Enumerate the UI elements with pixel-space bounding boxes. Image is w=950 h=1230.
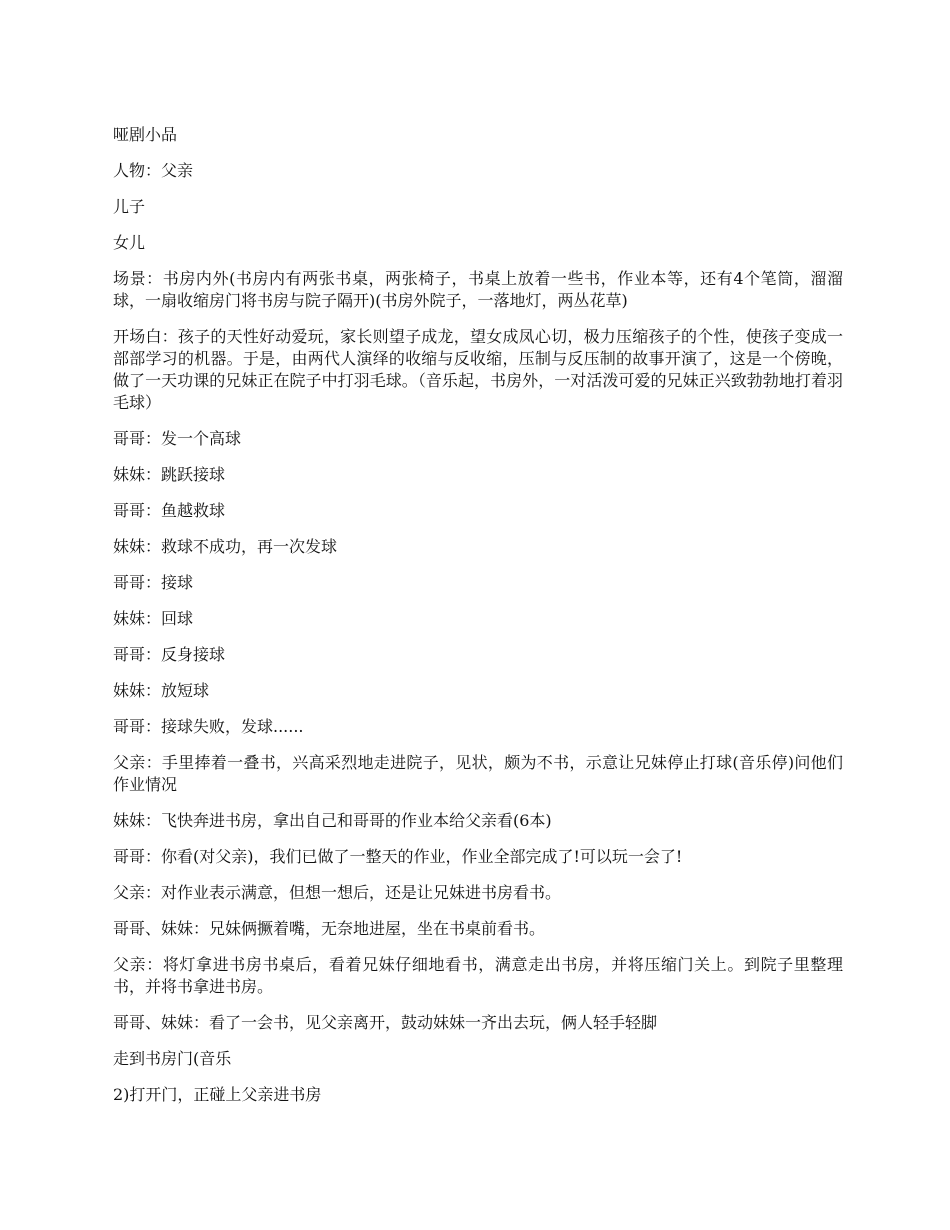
script-line: 哥哥、妹妹：看了一会书，见父亲离开，鼓动妹妹一齐出去玩，俩人轻手轻脚	[113, 1013, 658, 1032]
document-body	[113, 124, 843, 1120]
script-line: 哥哥：鱼越救球	[113, 501, 226, 520]
document-title: 哑剧小品	[113, 125, 178, 144]
character-list-line: 儿子	[113, 197, 146, 216]
script-line: 哥哥：接球	[113, 573, 194, 592]
script-line: 走到书房门(音乐	[113, 1049, 232, 1068]
script-line: 妹妹：回球	[113, 609, 194, 628]
script-line: 哥哥、妹妹：兄妹俩撅着嘴，无奈地进屋，坐在书桌前看书。	[113, 919, 546, 938]
script-line: 父亲：将灯拿进书房书桌后，看着兄妹仔细地看书，满意走出书房，并将压缩门关上。到院子里整理书，并将书拿进书房。	[113, 955, 843, 996]
character-list-line: 人物：父亲	[113, 161, 194, 180]
script-line: 妹妹：飞快奔进书房，拿出自己和哥哥的作业本给父亲看(6本)	[113, 811, 552, 830]
script-line: 妹妹：跳跃接球	[113, 465, 226, 484]
scene-description: 场景：书房内外(书房内有两张书桌，两张椅子，书桌上放着一些书，作业本等，还有4个笔筒，溜溜球，一扇收缩房门将书房与院子隔开)(书房外院子，一落地灯，两丛花草)	[113, 269, 843, 310]
script-line: 妹妹：放短球	[113, 681, 210, 700]
script-line: 父亲：手里捧着一叠书，兴高采烈地走进院子，见状，颇为不书，示意让兄妹停止打球(音乐停)问他们作业情况	[113, 753, 843, 794]
script-line: 哥哥：接球失败，发球......	[113, 717, 304, 736]
script-line: 2)打开门，正碰上父亲进书房	[113, 1085, 322, 1104]
script-line: 哥哥：你看(对父亲)，我们已做了一整天的作业，作业全部完成了!可以玩一会了!	[113, 847, 683, 866]
script-line: 哥哥：发一个高球	[113, 429, 242, 448]
script-line: 哥哥：反身接球	[113, 645, 226, 664]
script-line: 父亲：对作业表示满意，但想一想后，还是让兄妹进书房看书。	[113, 883, 562, 902]
script-line: 妹妹：救球不成功，再一次发球	[113, 537, 338, 556]
opening-narration: 开场白：孩子的天性好动爱玩，家长则望子成龙，望女成凤心切，极力压缩孩子的个性，使孩子变成一部部学习的机器。于是，由两代人演绎的收缩与反收缩，压制与反压制的故事开演了，这是一个傍晚，做了一天功课的兄妹正在院子中打羽毛球。（音乐起，书房外，一对活泼可爱的兄妹正兴致勃勃地打着羽毛球）	[113, 327, 843, 412]
character-list-line: 女儿	[113, 233, 146, 252]
